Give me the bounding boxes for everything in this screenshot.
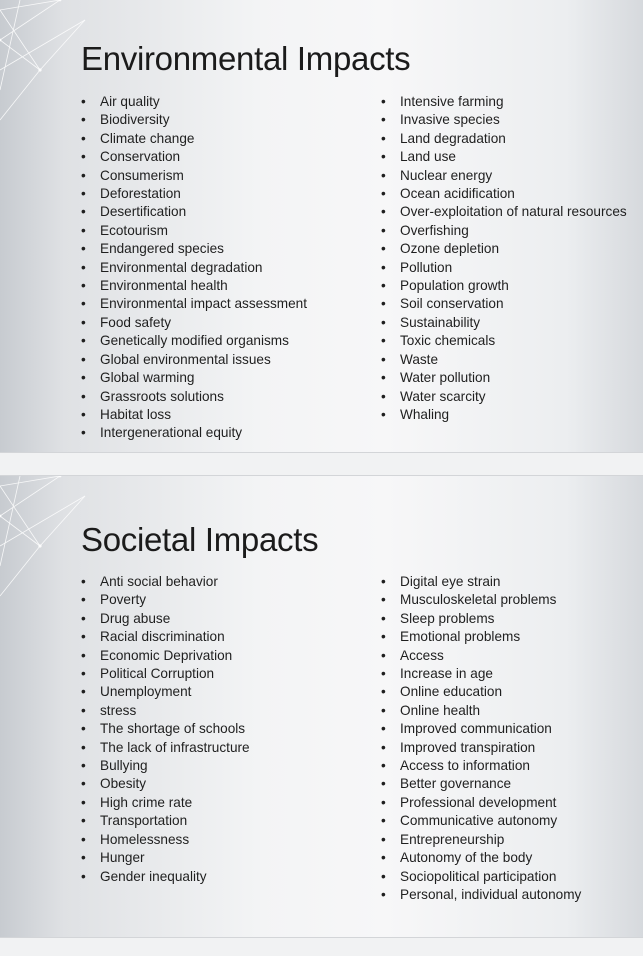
bullet-item: • Soil conservation [381, 295, 627, 313]
bullet-item: • Grassroots solutions [81, 388, 307, 406]
bullet-item: • The lack of infrastructure [81, 739, 250, 757]
bullet-item: • Overfishing [381, 222, 627, 240]
network-lines-decoration [0, 476, 90, 616]
bullet-item: • The shortage of schools [81, 720, 250, 738]
bullet-item: • Ozone depletion [381, 240, 627, 258]
slide-title: Societal Impacts [81, 521, 319, 558]
bullet-item: • Endangered species [81, 240, 307, 258]
bullet-item: • Global environmental issues [81, 351, 307, 369]
bullet-item: • Habitat loss [81, 406, 307, 424]
bullet-item: • Sustainability [381, 314, 627, 332]
bullet-item: • Better governance [381, 775, 581, 793]
bullet-item: • Unemployment [81, 683, 250, 701]
bullet-item: • Musculoskeletal problems [381, 591, 581, 609]
bullet-item: • Transportation [81, 812, 250, 830]
bullet-item: • Biodiversity [81, 111, 307, 129]
environmental-impacts-slide [0, 0, 643, 452]
bullet-item: • Sleep problems [381, 610, 581, 628]
bullet-item: • High crime rate [81, 794, 250, 812]
bullet-item: • Improved communication [381, 720, 581, 738]
bullet-item: • Digital eye strain [381, 573, 581, 591]
bullet-item: • Pollution [381, 259, 627, 277]
bullet-list-left [81, 93, 307, 443]
slide-separator [0, 452, 643, 476]
bullet-item: • Poverty [81, 591, 250, 609]
bullet-item: • Entrepreneurship [381, 831, 581, 849]
bullet-item: • Autonomy of the body [381, 849, 581, 867]
bullet-item: • Whaling [381, 406, 627, 424]
bullet-item: • Online education [381, 683, 581, 701]
bullet-item: • Economic Deprivation [81, 647, 250, 665]
bullet-item: • Air quality [81, 93, 307, 111]
bullet-item: • Professional development [381, 794, 581, 812]
bullet-item: • Climate change [81, 130, 307, 148]
bullet-item: • Access [381, 647, 581, 665]
bullet-item: • Land degradation [381, 130, 627, 148]
bullet-item: • Personal, individual autonomy [381, 886, 581, 904]
bullet-item: • Land use [381, 148, 627, 166]
bullet-item: • Invasive species [381, 111, 627, 129]
bullet-item: • Environmental impact assessment [81, 295, 307, 313]
bullet-item: • Toxic chemicals [381, 332, 627, 350]
bullet-item: • Consumerism [81, 167, 307, 185]
bullet-item: • Water scarcity [381, 388, 627, 406]
bullet-item: • Hunger [81, 849, 250, 867]
network-lines-decoration [0, 0, 90, 140]
bullet-item: • Sociopolitical participation [381, 868, 581, 886]
bullet-item: • Obesity [81, 775, 250, 793]
bullet-item: • Access to information [381, 757, 581, 775]
bullet-item: • Gender inequality [81, 868, 250, 886]
bullet-item: • Genetically modified organisms [81, 332, 307, 350]
bullet-item: • Deforestation [81, 185, 307, 203]
bullet-item: • Environmental health [81, 277, 307, 295]
bullet-item: • Nuclear energy [381, 167, 627, 185]
bullet-item: • Environmental degradation [81, 259, 307, 277]
bullet-item: • Homelessness [81, 831, 250, 849]
bullet-item: • Anti social behavior [81, 573, 250, 591]
bullet-list-left [81, 573, 250, 886]
bullet-item: • Drug abuse [81, 610, 250, 628]
bullet-item: • Waste [381, 351, 627, 369]
bullet-item: • Bullying [81, 757, 250, 775]
bullet-item: • Water pollution [381, 369, 627, 387]
bullet-item: • Ocean acidification [381, 185, 627, 203]
bullet-item: • Global warming [81, 369, 307, 387]
bullet-item: • Online health [381, 702, 581, 720]
slide-title: Environmental Impacts [81, 40, 411, 77]
bullet-item: • Population growth [381, 277, 627, 295]
bullet-item: • Communicative autonomy [381, 812, 581, 830]
bullet-item: • stress [81, 702, 250, 720]
bullet-item: • Intensive farming [381, 93, 627, 111]
bullet-item: • Conservation [81, 148, 307, 166]
bullet-item: • Racial discrimination [81, 628, 250, 646]
bullet-item: • Food safety [81, 314, 307, 332]
bullet-item: • Improved transpiration [381, 739, 581, 757]
bullet-list-right [381, 93, 627, 424]
bullet-list-right [381, 573, 581, 904]
bullet-item: • Ecotourism [81, 222, 307, 240]
bullet-item: • Over-exploitation of natural resources [381, 203, 627, 221]
bullet-item: • Increase in age [381, 665, 581, 683]
societal-impacts-slide [0, 476, 643, 937]
bullet-item: • Political Corruption [81, 665, 250, 683]
bullet-item: • Intergenerational equity [81, 424, 307, 442]
bullet-item: • Emotional problems [381, 628, 581, 646]
bullet-item: • Desertification [81, 203, 307, 221]
slide-separator [0, 937, 643, 956]
